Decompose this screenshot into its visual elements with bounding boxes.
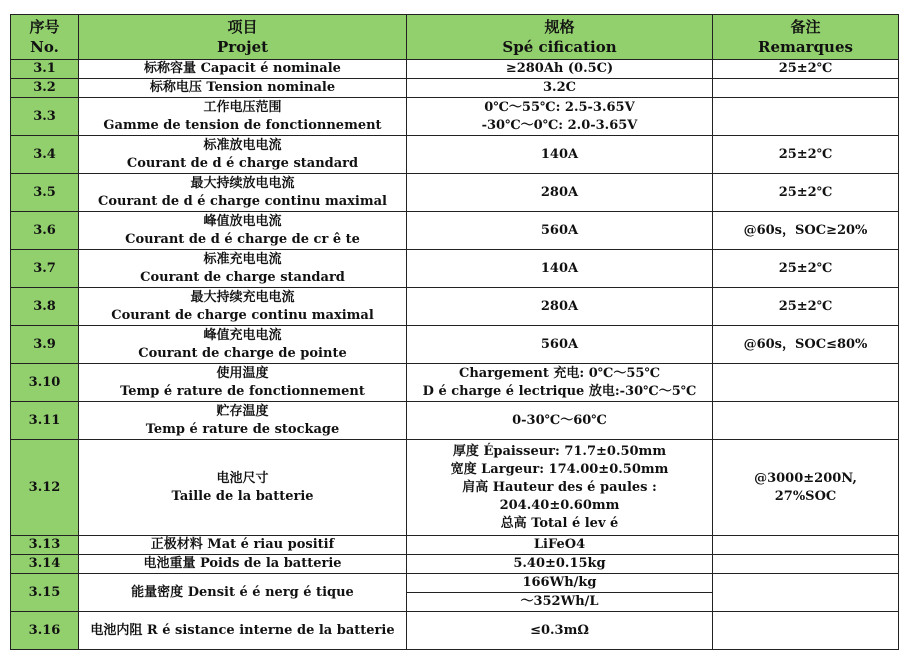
row-number: 3.12 xyxy=(11,440,79,536)
remark-text: 27%SOC xyxy=(774,488,837,504)
header-remark: 备注 Remarques xyxy=(713,15,899,60)
row-number: 3.9 xyxy=(11,326,79,364)
spec-text: 3.2C xyxy=(543,80,576,95)
row-number: 3.15 xyxy=(11,574,79,612)
spec-text: 宽度 Largeur: 174.00±0.50mm xyxy=(450,461,669,477)
spec-cell xyxy=(407,612,713,650)
spec-cell xyxy=(407,326,713,364)
row-number: 3.6 xyxy=(11,212,79,250)
item-text: Courant de charge continu maximal xyxy=(111,307,374,323)
spec-text: 280A xyxy=(540,298,579,314)
table-row xyxy=(11,98,899,136)
table-row xyxy=(11,326,899,364)
item-cell xyxy=(79,440,407,536)
item-text: 最大持续充电电流 xyxy=(190,289,295,305)
row-number: 3.13 xyxy=(11,536,79,555)
table-row xyxy=(11,402,899,440)
spec-cell xyxy=(407,136,713,174)
spec-text: ≥280Ah (0.5C) xyxy=(505,61,614,76)
spec-text: 166Wh/kg xyxy=(407,574,712,593)
spec-cell xyxy=(407,250,713,288)
header-row xyxy=(11,15,899,60)
spec-text: ～352Wh/L xyxy=(520,594,599,609)
remark-text: @60s，SOC≤80% xyxy=(743,336,868,352)
table-row xyxy=(11,288,899,326)
item-cell xyxy=(79,402,407,440)
item-text: 电池重量 Poids de la batterie xyxy=(143,556,342,571)
spec-cell xyxy=(407,536,713,555)
item-cell xyxy=(79,250,407,288)
item-cell xyxy=(79,555,407,574)
remark-cell xyxy=(713,402,899,440)
remark-text: 25±2℃ xyxy=(778,260,833,276)
spec-text: LiFeO4 xyxy=(533,537,586,552)
item-text: 标称电压 Tension nominale xyxy=(149,80,336,95)
spec-text: ≤0.3mΩ xyxy=(530,622,589,638)
spec-cell xyxy=(407,212,713,250)
item-text: 使用温度 xyxy=(216,365,269,381)
row-number: 3.10 xyxy=(11,364,79,402)
table-row xyxy=(11,364,899,402)
remark-cell xyxy=(713,555,899,574)
remark-cell xyxy=(713,536,899,555)
item-text: Gamme de tension de fonctionnement xyxy=(103,117,382,133)
remark-cell xyxy=(713,212,899,250)
spec-text: Chargement 充电: 0℃～55℃ xyxy=(458,365,661,381)
row-number: 3.14 xyxy=(11,555,79,574)
table-row xyxy=(11,250,899,288)
table-row xyxy=(11,212,899,250)
spec-table xyxy=(10,14,899,650)
row-number: 3.16 xyxy=(11,612,79,650)
item-text: 电池尺寸 xyxy=(216,470,269,486)
row-number: 3.1 xyxy=(11,60,79,79)
spec-text: 肩高 Hauteur des é paules : xyxy=(462,479,657,495)
spec-text: 280A xyxy=(540,184,579,200)
remark-cell xyxy=(713,174,899,212)
spec-cell xyxy=(407,440,713,536)
table-row xyxy=(11,60,899,79)
row-number: 3.11 xyxy=(11,402,79,440)
item-cell xyxy=(79,60,407,79)
table-row xyxy=(11,174,899,212)
row-number: 3.2 xyxy=(11,79,79,98)
row-number: 3.4 xyxy=(11,136,79,174)
header-spec: 规格 Spé cification xyxy=(407,15,713,60)
remark-cell xyxy=(713,326,899,364)
header-item: 项目 Projet xyxy=(79,15,407,60)
item-text: Courant de d é charge standard xyxy=(126,155,359,171)
table-row xyxy=(11,574,899,612)
table-row xyxy=(11,440,899,536)
remark-text: @3000±200N, xyxy=(754,470,857,486)
item-text: Courant de charge standard xyxy=(140,269,345,285)
item-text: 最大持续放电电流 xyxy=(190,175,295,191)
spec-cell xyxy=(407,555,713,574)
row-number: 3.5 xyxy=(11,174,79,212)
item-cell xyxy=(79,98,407,136)
remark-cell xyxy=(713,98,899,136)
item-text: 正极材料 Mat é riau positif xyxy=(150,537,335,552)
spec-text: 140A xyxy=(540,146,579,162)
item-text: Temp é rature de stockage xyxy=(145,421,340,437)
remark-text: 25±2℃ xyxy=(778,146,833,162)
remark-text: 25±2℃ xyxy=(778,184,833,200)
spec-text: 560A xyxy=(540,222,579,238)
remark-cell xyxy=(713,440,899,536)
spec-text: 总高 Total é lev é xyxy=(500,515,619,531)
item-cell xyxy=(79,136,407,174)
row-number: 3.8 xyxy=(11,288,79,326)
spec-cell xyxy=(407,402,713,440)
remark-cell xyxy=(713,250,899,288)
spec-text: 560A xyxy=(540,336,579,352)
spec-text: D é charge é lectrique 放电:-30℃～5℃ xyxy=(422,383,697,399)
spec-text: -30℃～0℃: 2.0-3.65V xyxy=(481,117,638,133)
remark-cell xyxy=(713,612,899,650)
table-row xyxy=(11,612,899,650)
table-row xyxy=(11,136,899,174)
item-text: Temp é rature de fonctionnement xyxy=(120,383,365,399)
remark-text: 25±2℃ xyxy=(778,298,833,314)
spec-cell xyxy=(407,174,713,212)
row-number: 3.3 xyxy=(11,98,79,136)
item-text: 标称容量 Capacit é nominale xyxy=(144,61,341,76)
item-cell xyxy=(79,536,407,555)
spec-text: 204.40±0.60mm xyxy=(499,497,620,513)
item-text: 标准放电电流 xyxy=(203,137,282,153)
row-number: 3.7 xyxy=(11,250,79,288)
item-text: Taille de la batterie xyxy=(171,488,314,504)
remark-text: 25±2℃ xyxy=(778,61,833,76)
table-row xyxy=(11,79,899,98)
item-cell xyxy=(79,79,407,98)
spec-text: 140A xyxy=(540,260,579,276)
item-text: Courant de d é charge de cr ê te xyxy=(125,231,360,247)
table-row xyxy=(11,536,899,555)
spec-cell xyxy=(407,574,713,612)
remark-text: @60s，SOC≥20% xyxy=(743,222,868,238)
remark-cell xyxy=(713,288,899,326)
remark-cell xyxy=(713,574,899,612)
spec-cell xyxy=(407,288,713,326)
item-text: Courant de d é charge continu maximal xyxy=(98,193,387,209)
item-text: Courant de charge de pointe xyxy=(138,345,347,361)
item-cell xyxy=(79,364,407,402)
remark-cell xyxy=(713,364,899,402)
item-cell xyxy=(79,574,407,612)
item-text: 标准充电电流 xyxy=(203,251,282,267)
remark-cell xyxy=(713,79,899,98)
item-cell xyxy=(79,174,407,212)
item-text: 能量密度 Densit é é nerg é tique xyxy=(131,584,354,600)
header-no: 序号 No. xyxy=(11,15,79,60)
spec-cell xyxy=(407,98,713,136)
spec-text: 厚度 Épaisseur: 71.7±0.50mm xyxy=(452,443,667,459)
item-text: 贮存温度 xyxy=(216,403,269,419)
spec-text: 0-30℃～60℃ xyxy=(512,412,607,428)
remark-cell xyxy=(713,136,899,174)
spec-text: 5.40±0.15kg xyxy=(513,556,606,571)
item-text: 峰值放电电流 xyxy=(203,213,282,229)
item-text: 电池内阻 R é sistance interne de la batterie xyxy=(90,622,395,638)
item-cell xyxy=(79,326,407,364)
item-cell xyxy=(79,612,407,650)
spec-cell xyxy=(407,79,713,98)
table-row xyxy=(11,555,899,574)
item-cell xyxy=(79,212,407,250)
spec-cell xyxy=(407,60,713,79)
remark-cell xyxy=(713,60,899,79)
item-text: 工作电压范围 xyxy=(203,99,282,115)
item-cell xyxy=(79,288,407,326)
item-text: 峰值充电电流 xyxy=(203,327,282,343)
spec-text: 0℃～55℃: 2.5-3.65V xyxy=(484,99,635,115)
spec-cell xyxy=(407,364,713,402)
